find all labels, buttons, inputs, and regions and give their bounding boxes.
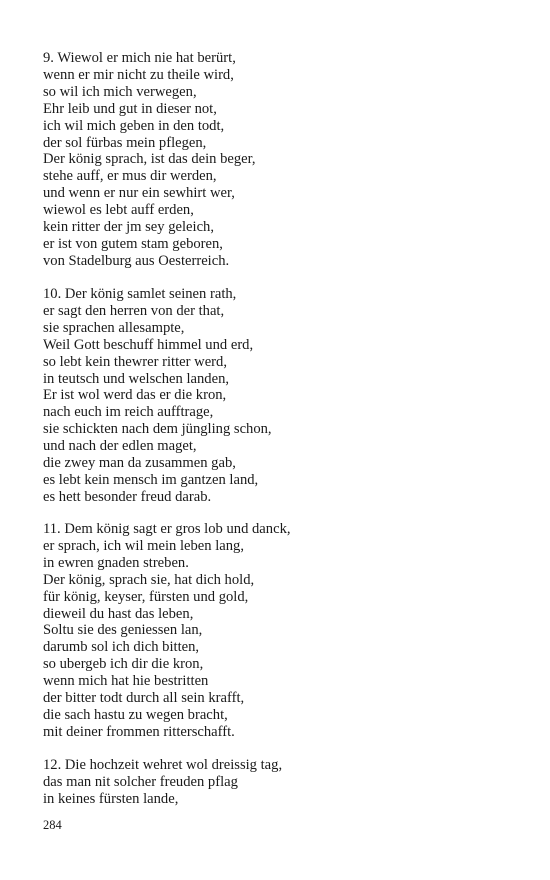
verse-line: in ewren gnaden streben.: [43, 554, 189, 571]
stanza-9: [43, 50, 523, 270]
verse-line: darumb sol ich dich bitten,: [43, 639, 200, 656]
verse-line: wenn er mir nicht zu theile wird,: [43, 66, 234, 83]
verse-line: Ehr leib und gut in dieser not,: [43, 100, 217, 117]
verse-line: so lebt kein thewrer ritter werd,: [43, 353, 227, 370]
verse-line: so wil ich mich verwegen,: [43, 83, 197, 100]
verse-line: stehe auff, er mus dir werden,: [43, 168, 217, 185]
verse-line: 11. Dem könig sagt er gros lob und danck,: [43, 521, 291, 537]
verse-line: 12. Die hochzeit wehret wol dreissig tag,: [43, 757, 283, 773]
verse-line: Der könig, sprach sie, hat dich hold,: [43, 571, 255, 588]
verse-line: ich wil mich geben in den todt,: [43, 117, 225, 134]
verse-line: es lebt kein mensch im gantzen land,: [43, 471, 259, 488]
verse-line: die zwey man da zusammen gab,: [43, 455, 236, 472]
stanza-11: [43, 521, 523, 741]
verse-line: mit deiner frommen ritterschafft.: [43, 723, 235, 740]
verse-line: Soltu sie des geniessen lan,: [43, 622, 203, 639]
verse-line: 10. Der könig samlet seinen rath,: [43, 286, 237, 302]
verse-line: Der könig sprach, ist das dein beger,: [43, 151, 256, 168]
verse-line: er sprach, ich wil mein leben lang,: [43, 537, 244, 554]
verse-line: er ist von gutem stam geboren,: [43, 235, 223, 252]
verse-line: und wenn er nur ein sewhirt wer,: [43, 185, 235, 202]
verse-line: das man nit solcher freuden pflag: [43, 773, 238, 790]
stanza-12: [43, 757, 523, 808]
verse-line: sie sprachen allesampte,: [43, 319, 185, 336]
verse-line: von Stadelburg aus Oesterreich.: [43, 252, 230, 269]
verse-line: und nach der edlen maget,: [43, 438, 197, 455]
verse-line: in teutsch und welschen landen,: [43, 370, 230, 387]
verse-line: er sagt den herren von der that,: [43, 302, 225, 319]
verse-line: der bitter todt durch all sein krafft,: [43, 690, 245, 707]
verse-line: wiewol es lebt auff erden,: [43, 202, 194, 219]
page-number: 284: [43, 818, 62, 832]
verse-line: Weil Gott beschuff himmel und erd,: [43, 336, 254, 353]
verse-line: sie schickten nach dem jüngling schon,: [43, 421, 272, 438]
verse-line: wenn mich hat hie bestritten: [43, 673, 209, 690]
verse-line: dieweil du hast das leben,: [43, 605, 194, 622]
verse-line: die sach hastu zu wegen bracht,: [43, 706, 228, 723]
verse-line: Er ist wol werd das er die kron,: [43, 387, 227, 404]
verse-line: der sol fürbas mein pflegen,: [43, 134, 207, 151]
verse-line: in keines fürsten lande,: [43, 790, 179, 807]
verse-line: es hett besonder freud darab.: [43, 488, 212, 505]
verse-line: kein ritter der jm sey geleich,: [43, 219, 215, 236]
stanza-10: [43, 286, 523, 506]
verse-line: für könig, keyser, fürsten und gold,: [43, 588, 249, 605]
verse-line: nach euch im reich aufftrage,: [43, 404, 214, 421]
verse-line: 9. Wiewol er mich nie hat berürt,: [43, 50, 236, 66]
verse-line: so ubergeb ich dir die kron,: [43, 656, 204, 673]
